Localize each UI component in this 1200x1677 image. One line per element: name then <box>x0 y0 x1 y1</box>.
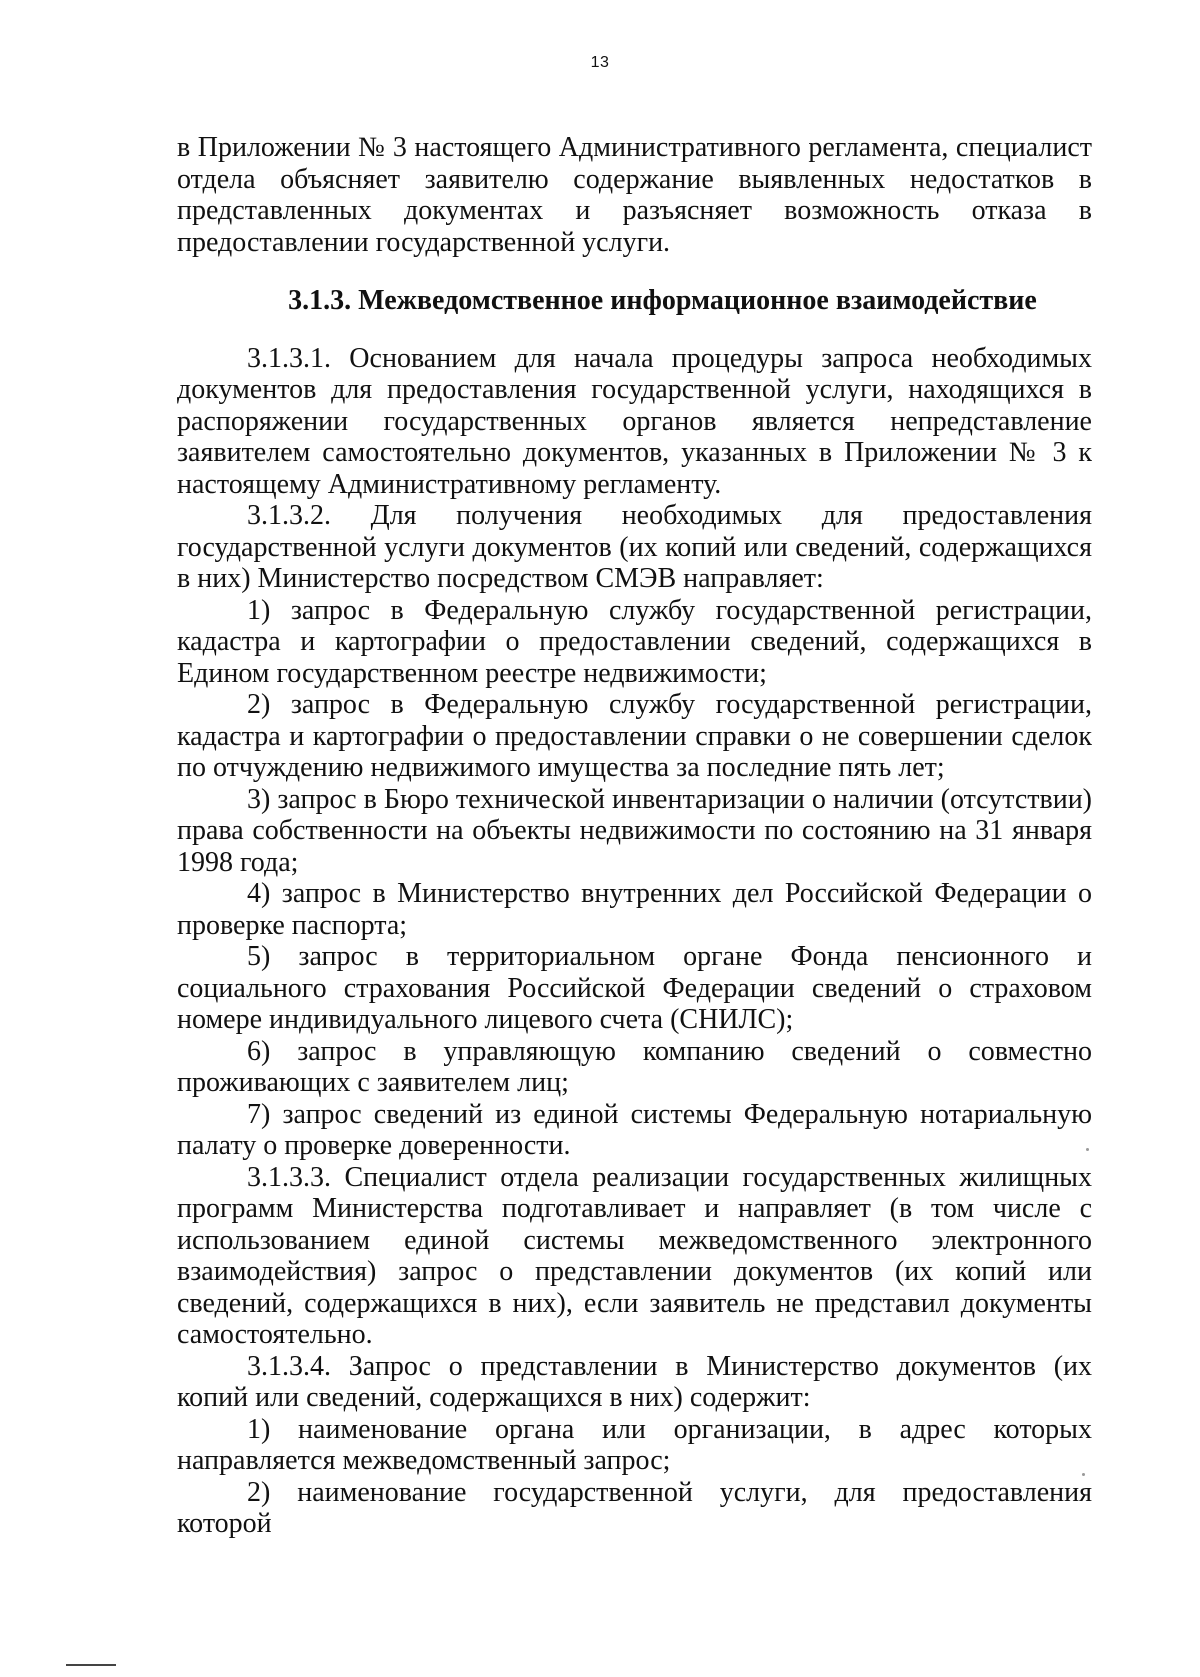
document-body <box>177 132 1092 1540</box>
paragraph-3-1-3-1: 3.1.3.1. Основанием для начала процедуры запроса необходимых документов для предоставления государственной услуги, находящихся в распоряжении государственных органов является непредставление заявителем самостоятельно документов, указанных в Приложении № 3 к настоящему Административному регламенту. <box>177 342 1092 500</box>
list-item: 1) запрос в Федеральную службу государственной регистрации, кадастра и картографии о предоставлении сведений, содержащихся в Едином государственном реестре недвижимости; <box>177 594 1092 689</box>
intro-paragraph: в Приложении № 3 настоящего Административного регламента, специалист отдела объясняет заявителю содержание выявленных недостатков в представленных документах и разъясняет возможность отказа в предоставлении государственной услуги. <box>177 132 1092 258</box>
list-item: 6) запрос в управляющую компанию сведений о совместно проживающих с заявителем лиц; <box>177 1035 1092 1098</box>
paragraph-3-1-3-3: 3.1.3.3. Специалист отдела реализации государственных жилищных программ Министерства подготавливает и направляет (в том числе с использованием единой системы межведомственного электронного взаимодействия) запрос о представлении документов (их копий или сведений, содержащихся в них), если заявитель не представил документы самостоятельно. <box>177 1161 1092 1350</box>
scan-speck <box>1086 1148 1089 1151</box>
list-item: 2) наименование государственной услуги, для предоставления которой <box>177 1476 1092 1539</box>
scan-speck <box>1082 1473 1085 1476</box>
list-item: 1) наименование органа или организации, в адрес которых направляется межведомственный запрос; <box>177 1413 1092 1476</box>
page-number: 13 <box>590 54 610 71</box>
paragraph-3-1-3-2: 3.1.3.2. Для получения необходимых для предоставления государственной услуги документов (их копий или сведений, содержащихся в них) Министерство посредством СМЭВ направляет: <box>177 500 1092 594</box>
list-item: 2) запрос в Федеральную службу государственной регистрации, кадастра и картографии о предоставлении справки о не совершении сделок по отчуждению недвижимого имущества за последние пять лет; <box>177 689 1092 783</box>
list-item: 7) запрос сведений из единой системы Федеральную нотариальную палату о проверке доверенности. <box>177 1098 1092 1161</box>
list-item: 4) запрос в Министерство внутренних дел Российской Федерации о проверке паспорта; <box>177 878 1092 941</box>
section-heading: 3.1.3. Межведомственное информационное взаимодействие <box>288 285 1037 316</box>
footer-rule <box>66 1664 116 1666</box>
list-item: 3) запрос в Бюро технической инвентаризации о наличии (отсутствии) права собственности на объекты недвижимости по состоянию на 31 января 1998 года; <box>177 783 1092 878</box>
paragraph-3-1-3-4: 3.1.3.4. Запрос о представлении в Министерство документов (их копий или сведений, содержащихся в них) содержит: <box>177 1350 1092 1413</box>
list-item: 5) запрос в территориальном органе Фонда пенсионного и социального страхования Российской Федерации сведений о страховом номере индивидуального лицевого счета (СНИЛС); <box>177 941 1092 1035</box>
